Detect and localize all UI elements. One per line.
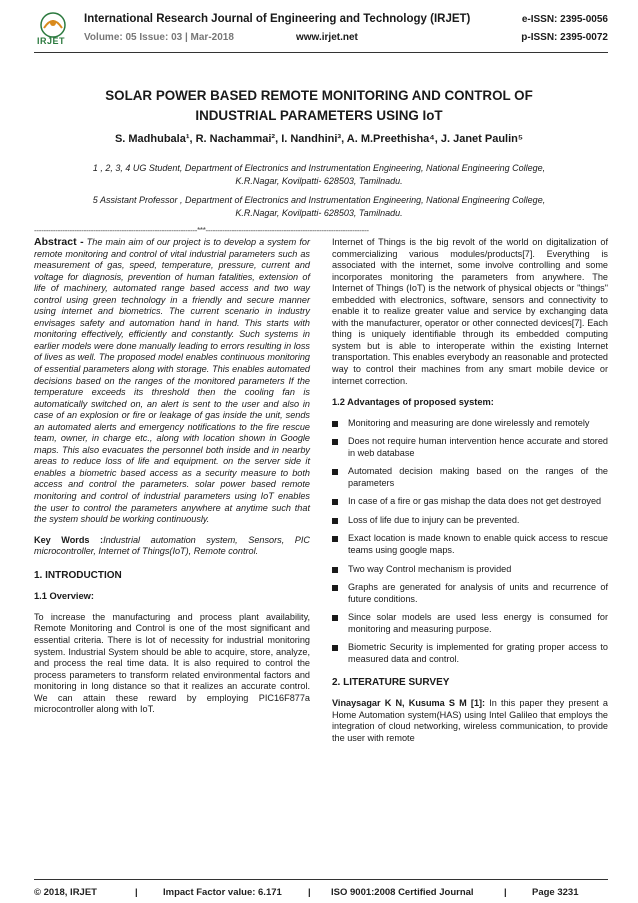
affiliation-1-line-1: 1 , 2, 3, 4 UG Student, Department of Electronics and Instrumentation Engineering, National Engineering College, bbox=[92, 163, 546, 173]
literature-citation: Vinaysagar K N, Kusuma S M [1]: bbox=[332, 697, 486, 708]
author-list: S. Madhubala¹, R. Nachammai², I. Nandhini³, A. M.Preethisha⁴, J. Janet Paulin⁵ bbox=[114, 133, 524, 145]
list-item bbox=[332, 466, 608, 489]
iot-paragraph: Internet of Things is the big revolt of the world on digitalization of commercializing various modules/products[7]. Everything is associated with the internet, some involve controlling and some incorporates monitoring the parameters from anywhere. The Internet of Things (IoT) is the network of physical objects or "things" embedded with electronics, software, sensors and connectivity to enable it to realize greater value and service by exchanging data with the manufacturer, operator or other connected devices[7]. Each thing is uniquely identifiable through its embedded computing system but is able to interoperate within the existing Internet transportation. This enables everybody an reasonable and protected way to control their machines from any smart mobile device or internet correction. bbox=[332, 237, 608, 386]
affiliation-2-line-1: 5 Assistant Professor , Department of Electronics and Instrumentation Engineering, National Engineering College, bbox=[92, 195, 546, 205]
list-item bbox=[332, 582, 608, 605]
affiliation-2 bbox=[30, 194, 608, 219]
journal-title: International Research Journal of Engineering and Technology (IRJET) bbox=[84, 13, 471, 25]
keywords-label: Key Words : bbox=[34, 534, 104, 545]
list-item-text: Since solar models are used less energy is consumed for monitoring and measuring purpose. bbox=[348, 612, 608, 634]
square-bullet-icon bbox=[332, 645, 338, 651]
square-bullet-icon bbox=[332, 536, 338, 542]
list-item bbox=[332, 496, 608, 508]
section-separator: ---------------------------------------------------------------------***--------------------------------------------------------------------- bbox=[34, 226, 369, 235]
list-item-text: Loss of life due to injury can be prevented. bbox=[348, 514, 520, 525]
list-item-text: Automated decision making based on the ranges of the parameters bbox=[348, 466, 608, 488]
list-item-text: Exact location is made known to enable quick access to rescue teams using google maps. bbox=[348, 533, 608, 556]
paper-title bbox=[40, 86, 598, 126]
list-item bbox=[332, 642, 608, 665]
list-item-text: Monitoring and measuring are done wirelessly and remotely bbox=[348, 417, 590, 428]
logo-text: IRJET bbox=[37, 36, 66, 46]
affiliation-1-line-2: K.R.Nagar, Kovilpatti- 628503, Tamilnadu. bbox=[235, 175, 403, 186]
keywords bbox=[34, 535, 310, 558]
literature-paragraph bbox=[332, 698, 608, 744]
affiliation-1 bbox=[30, 162, 608, 187]
square-bullet-icon bbox=[332, 439, 338, 445]
section-heading-literature-survey: 2. LITERATURE SURVEY bbox=[332, 677, 450, 689]
footer-impact-factor: Impact Factor value: 6.171 bbox=[163, 887, 282, 898]
square-bullet-icon bbox=[332, 518, 338, 524]
abstract-label: Abstract - bbox=[34, 236, 84, 248]
left-column bbox=[34, 237, 310, 716]
list-item bbox=[332, 564, 608, 576]
footer-separator: | bbox=[504, 887, 507, 898]
list-item bbox=[332, 515, 608, 527]
subsection-heading-overview: 1.1 Overview: bbox=[34, 591, 94, 602]
pissn: p-ISSN: 2395-0072 bbox=[521, 32, 608, 43]
square-bullet-icon bbox=[332, 469, 338, 475]
title-line-2: INDUSTRIAL PARAMETERS USING IoT bbox=[195, 108, 443, 123]
eissn: e-ISSN: 2395-0056 bbox=[521, 14, 608, 25]
subsection-heading-advantages: 1.2 Advantages of proposed system: bbox=[332, 397, 494, 408]
section-heading-introduction: 1. INTRODUCTION bbox=[34, 569, 122, 581]
footer-page-number: Page 3231 bbox=[532, 887, 579, 898]
list-item bbox=[332, 436, 608, 459]
literature-text: In this paper they present a Home Automation system(HAS) using Intel Galileo that employs the integration of cloud networking, wireless communication, to provide the user with remote bbox=[332, 697, 608, 743]
square-bullet-icon bbox=[332, 499, 338, 505]
abstract bbox=[34, 237, 310, 526]
title-line-1: SOLAR POWER BASED REMOTE MONITORING AND CONTROL OF bbox=[105, 88, 533, 103]
square-bullet-icon bbox=[332, 585, 338, 591]
keywords-text: Industrial automation system, Sensors, PIC microcontroller, Internet of Things(IoT), Remote control. bbox=[34, 534, 310, 557]
list-item-text: Two way Control mechanism is provided bbox=[348, 563, 512, 574]
list-item bbox=[332, 612, 608, 635]
square-bullet-icon bbox=[332, 615, 338, 621]
header-divider bbox=[34, 52, 608, 53]
footer-separator: | bbox=[308, 887, 311, 898]
list-item bbox=[332, 418, 608, 430]
list-item-text: Does not require human intervention hence accurate and stored in web database bbox=[348, 436, 608, 458]
affiliation-2-line-2: K.R.Nagar, Kovilpatti- 628503, Tamilnadu. bbox=[235, 207, 403, 218]
list-item-text: Graphs are generated for analysis of units and recurrence of future conditions. bbox=[348, 582, 608, 604]
list-item bbox=[332, 533, 608, 556]
abstract-text: The main aim of our project is to develop a system for remote monitoring and control of vital industrial parameters such as measurement of gas, speed, temperature, pressure, current and voltage for diagnosis, prevention of human fatalities, extension of life of machinery, automated range based access and two way control using green technology in a friendly and secure manner using internet and biometrics. The current scenario in industry envisages safety and automation hand in hand. This starts with monitoring effectively, efficiently and constantly. Such systems in earlier models were done manually leading to errors resulting in loss of lives as well. The proposed model enables continuous monitoring of essential parameters along with storage. This enables automated decisions based on the ranges of the monitored parameters If the temperature exceeds its threshold then the cooling fan is automatically switched on, an alert is sent to the user and also in case of an explosion or fire or leakage of gas inside the unit, sends an automated alerts and emergency notifications to the fire rescue team, owner, in charge etc., along with location shown in Google maps. This also evacuates the personnel both inside and in nearby areas to reduce loss of life and equipment. on the server side it enables a biometric based access as a security measure to both access and control the parameters. solar power based remote monitoring and control of industrial parameters using IoT enables the user to control the parameters anywhere at anytime such that the system should be working continuously. bbox=[34, 237, 310, 525]
footer-iso: ISO 9001:2008 Certified Journal bbox=[331, 887, 474, 898]
volume-issue: Volume: 05 Issue: 03 | Mar-2018 bbox=[84, 32, 234, 43]
journal-website-link[interactable]: www.irjet.net bbox=[296, 32, 358, 43]
introduction-paragraph: To increase the manufacturing and process plant availability, Remote Monitoring and Control is one of the most significant and essential criteria. There is lot of necessity for industrial monitoring system. Industrial System should be able to acquire, store, analyze, and process the real time data. It is also required to control the process parameters to transform related environmental factors and monitoring in long distance so that it realizes an accurate control. We can attain these reward by employing PIC16F877a microcontroller along with IoT. bbox=[34, 611, 310, 715]
list-item-text: Biometric Security is implemented for grating proper access to measured data and control. bbox=[348, 642, 608, 664]
square-bullet-icon bbox=[332, 567, 338, 573]
advantages-list bbox=[332, 418, 608, 666]
square-bullet-icon bbox=[332, 421, 338, 427]
list-item-text: In case of a fire or gas mishap the data does not get destroyed bbox=[348, 496, 602, 507]
journal-header bbox=[34, 10, 608, 50]
right-column bbox=[332, 237, 608, 744]
footer-copyright: © 2018, IRJET bbox=[34, 887, 97, 898]
footer-separator: | bbox=[135, 887, 138, 898]
footer-divider bbox=[34, 879, 608, 880]
